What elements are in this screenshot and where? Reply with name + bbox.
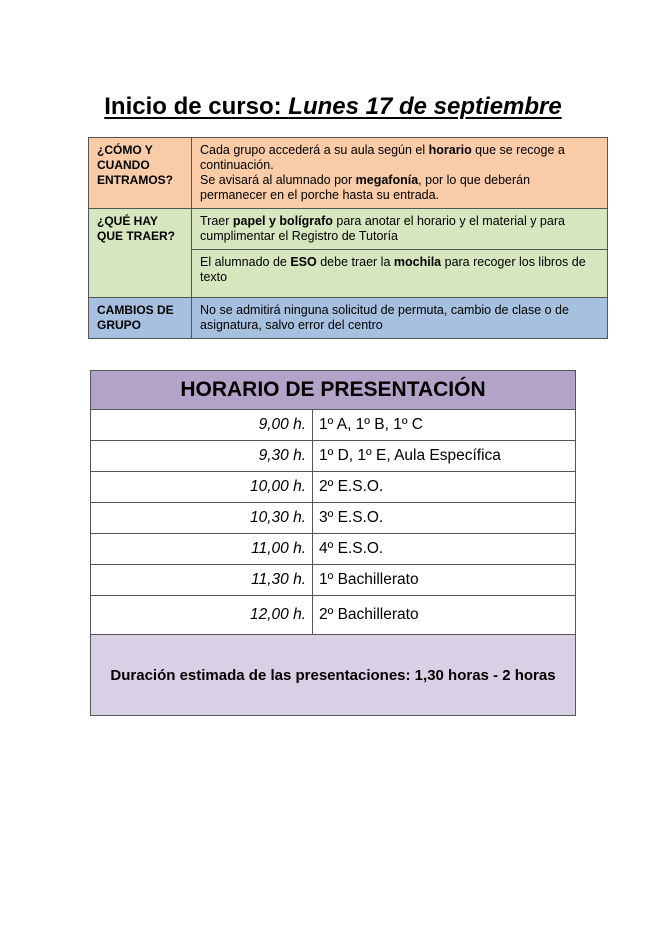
info-label-bring: ¿QUÉ HAY QUE TRAER? (89, 209, 192, 298)
schedule-group: 3º E.S.O. (313, 503, 576, 534)
bold-fragment: papel y bolígrafo (232, 214, 333, 228)
schedule-group: 1º D, 1º E, Aula Específica (313, 441, 576, 472)
schedule-time: 11,30 h. (91, 565, 313, 596)
schedule-time: 10,30 h. (91, 503, 313, 534)
text-fragment: para anotar el horario y el material y para cumplimentar el Registro de Tutoría (200, 214, 565, 243)
text-fragment: Traer (200, 214, 233, 228)
schedule-title: HORARIO DE PRESENTACIÓN (91, 371, 576, 410)
table-row (91, 441, 576, 472)
bold-fragment: horario (428, 143, 472, 157)
schedule-time: 11,00 h. (91, 534, 313, 565)
bold-fragment: megafonía (355, 173, 419, 187)
info-text-bring (192, 209, 608, 250)
title-date: Lunes 17 de septiembre (288, 93, 562, 120)
table-row (91, 534, 576, 565)
table-row (91, 503, 576, 534)
schedule-group: 4º E.S.O. (313, 534, 576, 565)
text-fragment: Cada grupo accederá a su aula según el (200, 143, 429, 157)
info-table (88, 137, 608, 339)
info-row-changes (89, 298, 608, 339)
info-text-entry (192, 138, 608, 209)
schedule-time: 9,30 h. (91, 441, 313, 472)
info-row-entry (89, 138, 608, 209)
info-row-bring (89, 209, 608, 250)
text-fragment: Se avisará al alumnado por (200, 173, 356, 187)
schedule-time: 12,00 h. (91, 596, 313, 635)
info-label-entry: ¿CÓMO Y CUANDO ENTRAMOS? (89, 138, 192, 209)
schedule-duration-note: Duración estimada de las presentaciones: 1,30 horas - 2 horas (91, 635, 576, 716)
info-text-changes: No se admitirá ninguna solicitud de permuta, cambio de clase o de asignatura, salvo error del centro (192, 298, 608, 339)
info-text-eso (192, 250, 608, 298)
text-fragment: , por lo que deberán permanecer en el porche hasta su entrada. (200, 173, 531, 202)
schedule-table (90, 370, 576, 716)
page-title (0, 93, 666, 121)
schedule-group: 1º Bachillerato (313, 565, 576, 596)
table-row (91, 565, 576, 596)
table-row (91, 410, 576, 441)
title-prefix: Inicio de curso: (104, 93, 289, 120)
schedule-time: 9,00 h. (91, 410, 313, 441)
text-fragment: debe traer la (316, 255, 394, 269)
schedule-group: 2º Bachillerato (313, 596, 576, 635)
info-label-changes: CAMBIOS DE GRUPO (89, 298, 192, 339)
text-fragment: El alumnado de (200, 255, 291, 269)
schedule-group: 2º E.S.O. (313, 472, 576, 503)
table-row (91, 472, 576, 503)
text-fragment: que se recoge a continuación. (200, 143, 565, 172)
bold-fragment: ESO (290, 255, 317, 269)
bold-fragment: mochila (393, 255, 442, 269)
text-fragment: para recoger los libros de texto (200, 255, 586, 284)
table-row (91, 596, 576, 635)
schedule-time: 10,00 h. (91, 472, 313, 503)
schedule-group: 1º A, 1º B, 1º C (313, 410, 576, 441)
